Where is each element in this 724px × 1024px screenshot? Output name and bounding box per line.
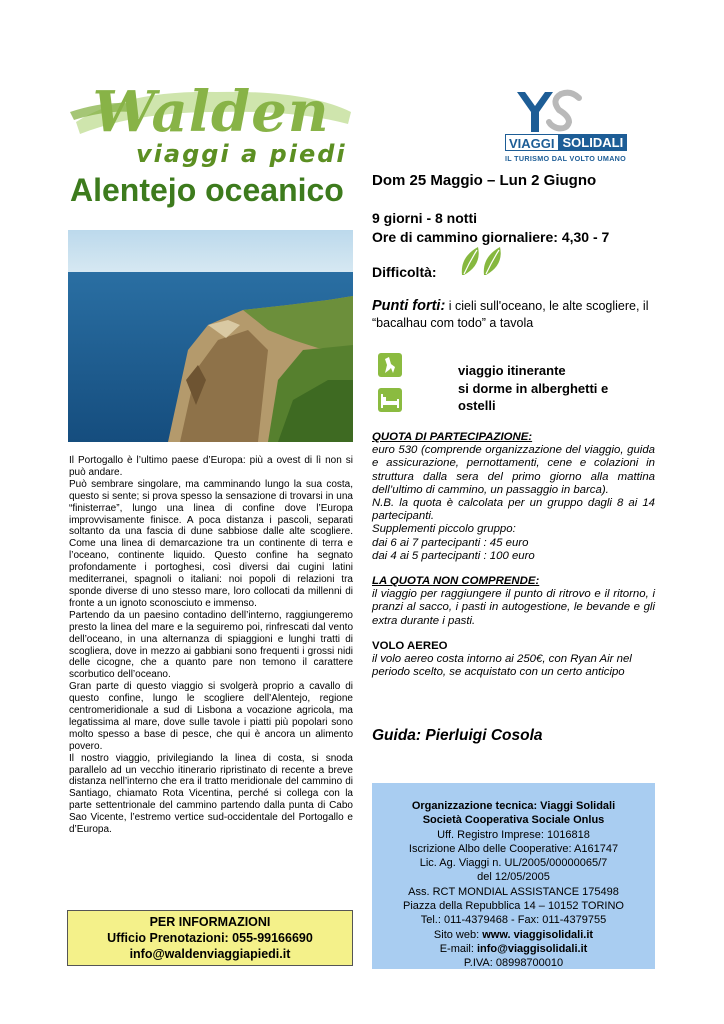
info-box bbox=[67, 910, 353, 966]
excluded-text: il viaggio per raggiungere il punto di ritrovo e il ritorno, i pranzi al sacco, i pasti in autogestione, le bevande e gli extra durante i pasti. bbox=[372, 588, 655, 627]
org-line-7: Ass. RCT MONDIAL ASSISTANCE 175498 bbox=[408, 885, 619, 898]
org-web-label: Sito web: bbox=[433, 928, 483, 941]
org-line-2: Società Cooperativa Sociale Onlus bbox=[422, 814, 605, 827]
org-line-6: del 12/05/2005 bbox=[477, 871, 550, 884]
supplement-1: dai 6 ai 7 partecipanti : 45 euro bbox=[372, 536, 529, 549]
organization-box bbox=[372, 783, 655, 969]
bed-icon bbox=[376, 386, 404, 414]
supplements-title: Supplementi piccolo gruppo: bbox=[372, 523, 516, 536]
org-line-3: Uff. Registro Imprese: 1016818 bbox=[437, 828, 590, 841]
flight-title: VOLO AEREO bbox=[372, 639, 448, 652]
org-email bbox=[372, 942, 655, 956]
quota-note: N.B. la quota è calcolata per un gruppo dagli 8 ai 14 partecipanti. bbox=[372, 497, 655, 523]
quota-title: QUOTA DI PARTECIPAZIONE: bbox=[372, 431, 533, 443]
strengths-text: i cieli sull'oceano, le alte scogliere, il “bacalhau com todo” a tavola bbox=[372, 299, 649, 330]
intro-text bbox=[69, 455, 353, 836]
trip-walking-hours: Ore di cammino giornaliere: 4,30 - 7 bbox=[372, 229, 610, 245]
vs-word-viaggi: VIAGGI bbox=[505, 134, 559, 151]
org-line-9: Tel.: 011-4379468 - Fax: 011-4379755 bbox=[420, 914, 607, 927]
intro-paragraph: Il Portogallo è l’ultimo paese d’Europa: più a ovest di lì non si può andare. bbox=[69, 455, 353, 478]
intro-paragraph: Il nostro viaggio, privilegiando la linea di costa, si snoda parallelo ad un vecchio itinerario ripristinato di recente a breve distanza nell’interno che era il tratto meridionale del cammino di Santiago, chiamato Rota Vicentina, perché si collega con la parte settentrionale del cammino partendo dalla punta di Cabo Sao Vicente, l’estremo vertice sud-occidentale del Portogallo e d’Europa. bbox=[69, 752, 353, 836]
info-box-phone: Ufficio Prenotazioni: 055-99166690 bbox=[107, 931, 313, 945]
org-line-5: Lic. Ag. Viaggi n. UL/2005/00000065/7 bbox=[419, 857, 608, 870]
supplement-2: dai 4 ai 5 partecipanti : 100 euro bbox=[372, 549, 535, 562]
walden-logo bbox=[66, 79, 356, 172]
trip-duration: 9 giorni - 8 notti bbox=[372, 210, 477, 226]
coastal-cliff-photo bbox=[68, 230, 353, 442]
excluded-title: LA QUOTA NON COMPRENDE: bbox=[372, 575, 540, 588]
org-line-8: Piazza della Repubblica 14 – 10152 TORINO bbox=[403, 900, 624, 913]
feature-itinerant: viaggio itinerante bbox=[458, 363, 566, 378]
viaggi-solidali-logo bbox=[505, 88, 657, 163]
org-piva: P.IVA: 08998700010 bbox=[463, 957, 564, 970]
intro-paragraph: Può sembrare singolare, ma camminando lungo la sua costa, questo si sente; si prova spesso la sensazione di trovarsi in una “finisterrae”, lungo una linea di confine dove l’Europa improvvisamente finisce. A poca distanza i pascoli, separati soltanto da una fascia di dune sabbiose dalle alte scogliere. Come una linea di demarcazione tra un continente di terra e l’oceano, continente liquido. Questo confine ha segnato profondamente i portoghesi, così diversi dai cugini latini mediterranei, spagnoli o italiani: noi popoli di relazioni tra sponde diverse di uno stesso mare, loro collocati da millenni di fronte a un ignoto sconosciuto e immenso. bbox=[69, 478, 353, 609]
strengths-label: Punti forti: bbox=[372, 298, 446, 314]
flight-text: il volo aereo costa intorno ai 250€, con Ryan Air nel periodo scelto, se acquistato con un certo anticipo bbox=[372, 653, 632, 679]
intro-paragraph: Gran parte di questo viaggio si svolgerà proprio a cavallo di questo confine, lungo le scogliere dell’Alentejo, regione centromeridionale a sud di Lisbona a vocazione agricola, ma legatissima al mare, dove sulle tavole i piatti più popolari sono molto spesso a base di pesce, che qui è ancora un alimento povero. bbox=[69, 681, 353, 752]
org-email-link[interactable]: info@viaggisolidali.it bbox=[476, 942, 588, 955]
trip-dates: Dom 25 Maggio – Lun 2 Giugno bbox=[372, 172, 597, 189]
difficulty-label: Difficoltà: bbox=[372, 264, 437, 280]
pricing-section bbox=[372, 431, 655, 679]
strengths bbox=[372, 298, 672, 332]
vs-word-solidali: SOLIDALI bbox=[559, 134, 628, 151]
org-line-1: Organizzazione tecnica: Viaggi Solidali bbox=[411, 800, 616, 812]
walking-icon bbox=[376, 351, 404, 379]
difficulty-leaf-icon bbox=[458, 245, 506, 277]
org-web bbox=[372, 928, 655, 942]
guide-name: Guida: Pierluigi Cosola bbox=[372, 727, 543, 744]
org-web-link[interactable]: www. viaggisolidali.it bbox=[482, 928, 594, 941]
org-email-label: E-mail: bbox=[439, 942, 477, 955]
ys-mark-icon bbox=[505, 88, 657, 136]
feature-accommodation: si dorme in alberghetti e ostelli bbox=[458, 381, 609, 413]
page-title: Alentejo oceanico bbox=[70, 172, 344, 208]
walden-brand-name: Walden bbox=[92, 79, 330, 145]
quota-text: euro 530 (comprende organizzazione del viaggio, guida e assicurazione, pernottamenti, cene e colazioni in struttura dalla sera del primo giorno alla mattina dell’ultimo di cammino, un passaggio in barca). bbox=[372, 444, 655, 496]
info-box-email: info@waldenviaggiapiedi.it bbox=[129, 947, 291, 961]
org-line-4: Iscrizione Albo delle Cooperative: A161747 bbox=[408, 842, 619, 855]
vs-tagline: IL TURISMO DAL VOLTO UMANO bbox=[505, 154, 627, 163]
walden-tagline: viaggi a piedi bbox=[136, 140, 347, 168]
intro-paragraph: Partendo da un paesino contadino dell’interno, raggiungeremo presto la linea del mare e la seguiremo poi, rinfrescati dal vento dell’oceano, in una alternanza di spiaggioni e lunghi tratti di scogliera, dove in mezzo ai gabbiani sono frequenti i grossi nidi delle cicogne, che a quanto pare non temono il carattere scorbutico dell’oceano. bbox=[69, 609, 353, 681]
info-box-title: PER INFORMAZIONI bbox=[149, 915, 271, 929]
